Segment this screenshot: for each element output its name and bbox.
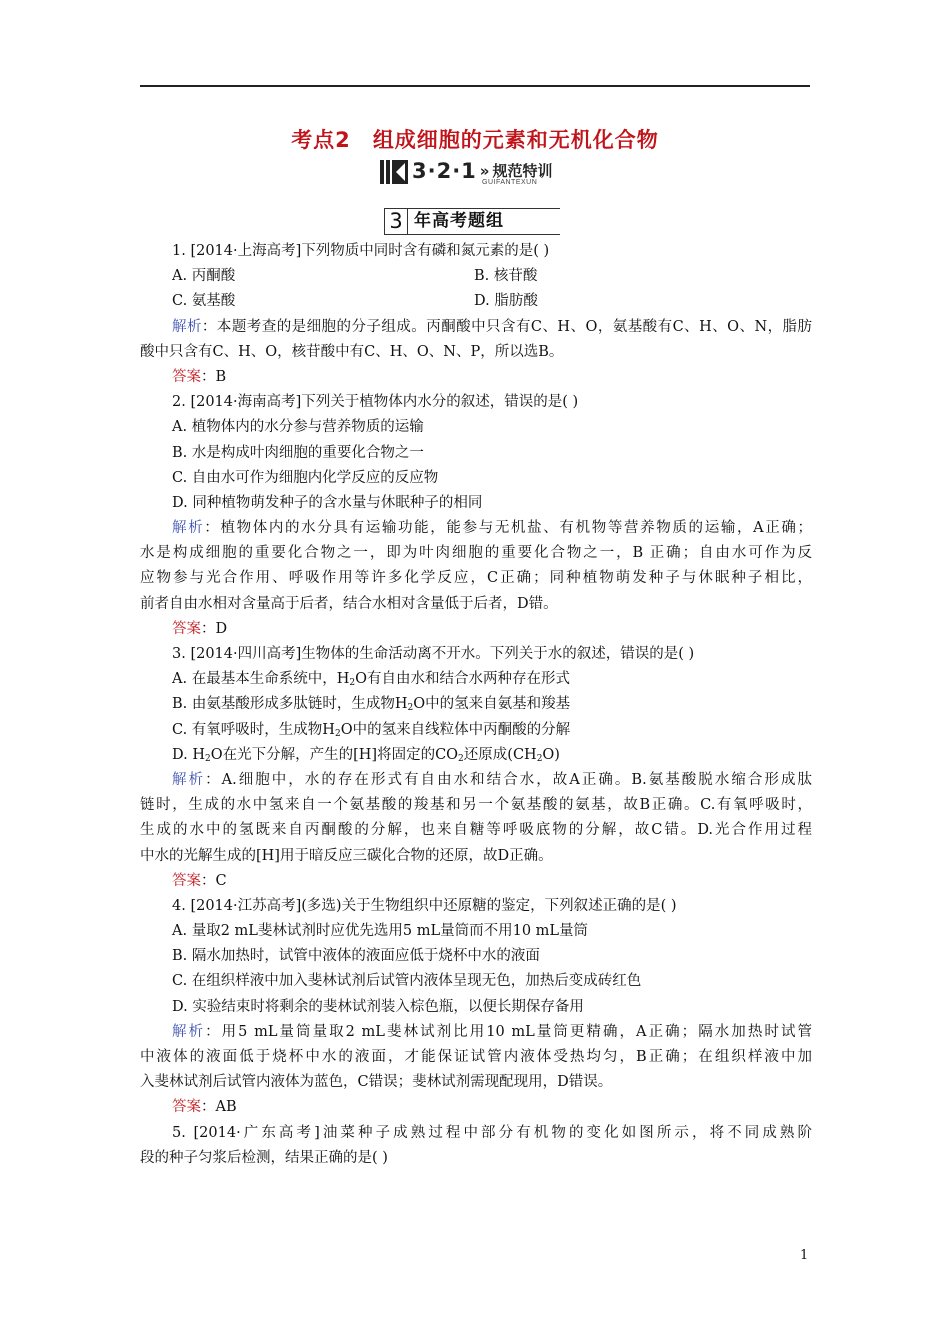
- q4-option-c: C. 在组织样液中加入斐林试剂后试管内液体呈现无色，加热后变成砖红色: [172, 973, 642, 990]
- q3-explanation-line: 生成的水中的氢既来自丙酮酸的分解，也来自糖等呼吸底物的分解，故C错。D.光合作用过程: [140, 822, 812, 839]
- q2-option-d: D. 同种植物萌发种子的含水量与休眠种子的相同: [172, 494, 483, 511]
- explanation-label: 解析: [172, 1023, 206, 1040]
- q4-explanation-line: 解析：用5 mL量筒量取2 mL斐林试剂比用10 mL量筒更精确，A正确；隔水加热时试管: [172, 1023, 812, 1040]
- explanation-label: 解析: [172, 318, 202, 335]
- q2-stem: 2. [2014·海南高考]下列关于植物体内水分的叙述，错误的是( ): [172, 394, 579, 411]
- q2-explanation-line: 解析：植物体内的水分具有运输功能，能参与无机盐、有机物等营养物质的运输，A正确；: [172, 520, 813, 537]
- q3-option-b: B. 由氨基酸形成多肽链时，生成物$H_2O$中的氢来自氨基和羧基: [172, 696, 571, 714]
- q4-option-a: A. 量取2 mL斐林试剂时应优先选用5 mL量筒而不用10 mL量筒: [172, 923, 589, 940]
- q1-explanation-line: 酸中只含有C、H、O，核苷酸中有C、H、O、N、P，所以选B。: [140, 343, 564, 360]
- brand-arrows: »: [479, 162, 487, 180]
- q4-option-b: B. 隔水加热时，试管中液体的液面应低于烧杯中水的液面: [172, 948, 540, 965]
- q2-option-b: B. 水是构成叶肉细胞的重要化合物之一: [172, 444, 424, 461]
- header-rule: [140, 85, 810, 87]
- page-title: [0, 124, 950, 154]
- brand-banner: [380, 158, 553, 190]
- q2-explanation-line: 水是构成细胞的重要化合物之一，即为叶肉细胞的重要化合物之一，B 正确；自由水可作为反: [140, 545, 812, 562]
- q2-explanation-line: 应物参与光合作用、呼吸作用等许多化学反应，C正确；同种植物萌发种子与休眠种子相比，: [140, 570, 812, 587]
- q1-stem: 1. [2014·上海高考]下列物质中同时含有磷和氮元素的是( ): [172, 243, 550, 259]
- section-heading: [384, 208, 560, 234]
- brand-logo-icon: [380, 160, 408, 184]
- brand-pinyin: GUIFANTEXUN: [482, 179, 538, 186]
- answer-label: 答案: [172, 1099, 201, 1116]
- q5-stem-line: 5. [2014·广东高考]油菜种子成熟过程中部分有机物的变化如图所示，将不同成熟阶: [172, 1124, 812, 1141]
- q3-option-a: A. 在最基本生命系统中，$H_2O$有自由水和结合水两种存在形式: [172, 671, 570, 689]
- q3-explanation-line: 中水的光解生成的[H]用于暗反应三碳化合物的还原，故D正确。: [140, 847, 553, 864]
- q4-option-d: D. 实验结束时将剩余的斐林试剂装入棕色瓶，以便长期保存备用: [172, 998, 584, 1015]
- q3-option-c: C. 有氧呼吸时，生成物$H_2O$中的氢来自线粒体中丙酮酸的分解: [172, 721, 571, 739]
- q4-stem: 4. [2014·江苏高考](多选)关于生物组织中还原糖的鉴定，下列叙述正确的是( ): [172, 897, 677, 914]
- q1-options-row1: [140, 264, 812, 289]
- q1-option-a: A. 丙酮酸: [172, 268, 236, 285]
- q4-explanation-line: 中液体的液面低于烧杯中水的液面，才能保证试管内液体受热均匀，B正确；在组织样液中加: [140, 1049, 812, 1065]
- title-topic-name: 组成细胞的元素和无机化合物: [372, 128, 659, 152]
- q2-answer: 答案：D: [172, 620, 228, 637]
- title-topic-number: 考点2: [291, 128, 351, 152]
- q4-answer: 答案：AB: [172, 1099, 237, 1116]
- brand-title: 规范特训: [492, 162, 553, 180]
- q3-stem: 3. [2014·四川高考]生物体的生命活动离不开水。下列关于水的叙述，错误的是( ): [172, 646, 695, 662]
- answer-label: 答案: [172, 872, 201, 889]
- brand-number: 3·2·1: [412, 159, 477, 183]
- q3-option-d: D. $H_2O$在光下分解，产生的[H]将固定的$CO_2$还原成$(CH_2O)$: [172, 746, 560, 764]
- q3-explanation-line: 链时，生成的水中氢来自一个氨基酸的羧基和另一个氨基酸的氨基，故B正确。C.有氧呼吸时，: [140, 797, 812, 814]
- q4-explanation-line: 入斐林试剂后试管内液体为蓝色，C错误；斐林试剂需现配现用，D错误。: [140, 1074, 613, 1091]
- section-number: 3: [384, 208, 408, 235]
- q1-option-c: C. 氨基酸: [172, 293, 236, 310]
- explanation-label: 解析: [172, 520, 205, 537]
- q1-answer: 答案：B: [172, 368, 227, 385]
- q3-answer: 答案：C: [172, 872, 227, 889]
- q2-option-a: A. 植物体内的水分参与营养物质的运输: [172, 419, 424, 436]
- q1-option-d: D. 脂肪酸: [474, 293, 538, 310]
- q1-explanation-line: 解析：本题考查的是细胞的分子组成。丙酮酸中只含有C、H、O，氨基酸有C、H、O、N，脂肪: [172, 318, 812, 335]
- q5-stem-line: 段的种子匀浆后检测，结果正确的是( ): [140, 1149, 388, 1166]
- explanation-label: 解析: [172, 771, 206, 788]
- q1-options-row2: [140, 289, 812, 314]
- page-number: 1: [800, 1248, 809, 1263]
- q1-option-b: B. 核苷酸: [474, 268, 538, 285]
- q3-explanation-line: 解析：A.细胞中，水的存在形式有自由水和结合水，故A正确。B.氨基酸脱水缩合形成肽: [172, 771, 812, 788]
- answer-label: 答案: [172, 368, 201, 385]
- section-label: 年高考题组: [414, 211, 504, 231]
- answer-label: 答案: [172, 620, 201, 637]
- q2-option-c: C. 自由水可作为细胞内化学反应的反应物: [172, 469, 439, 486]
- q2-explanation-line: 前者自由水相对含量高于后者，结合水相对含量低于后者，D错。: [140, 595, 558, 612]
- question-list: [140, 239, 812, 1171]
